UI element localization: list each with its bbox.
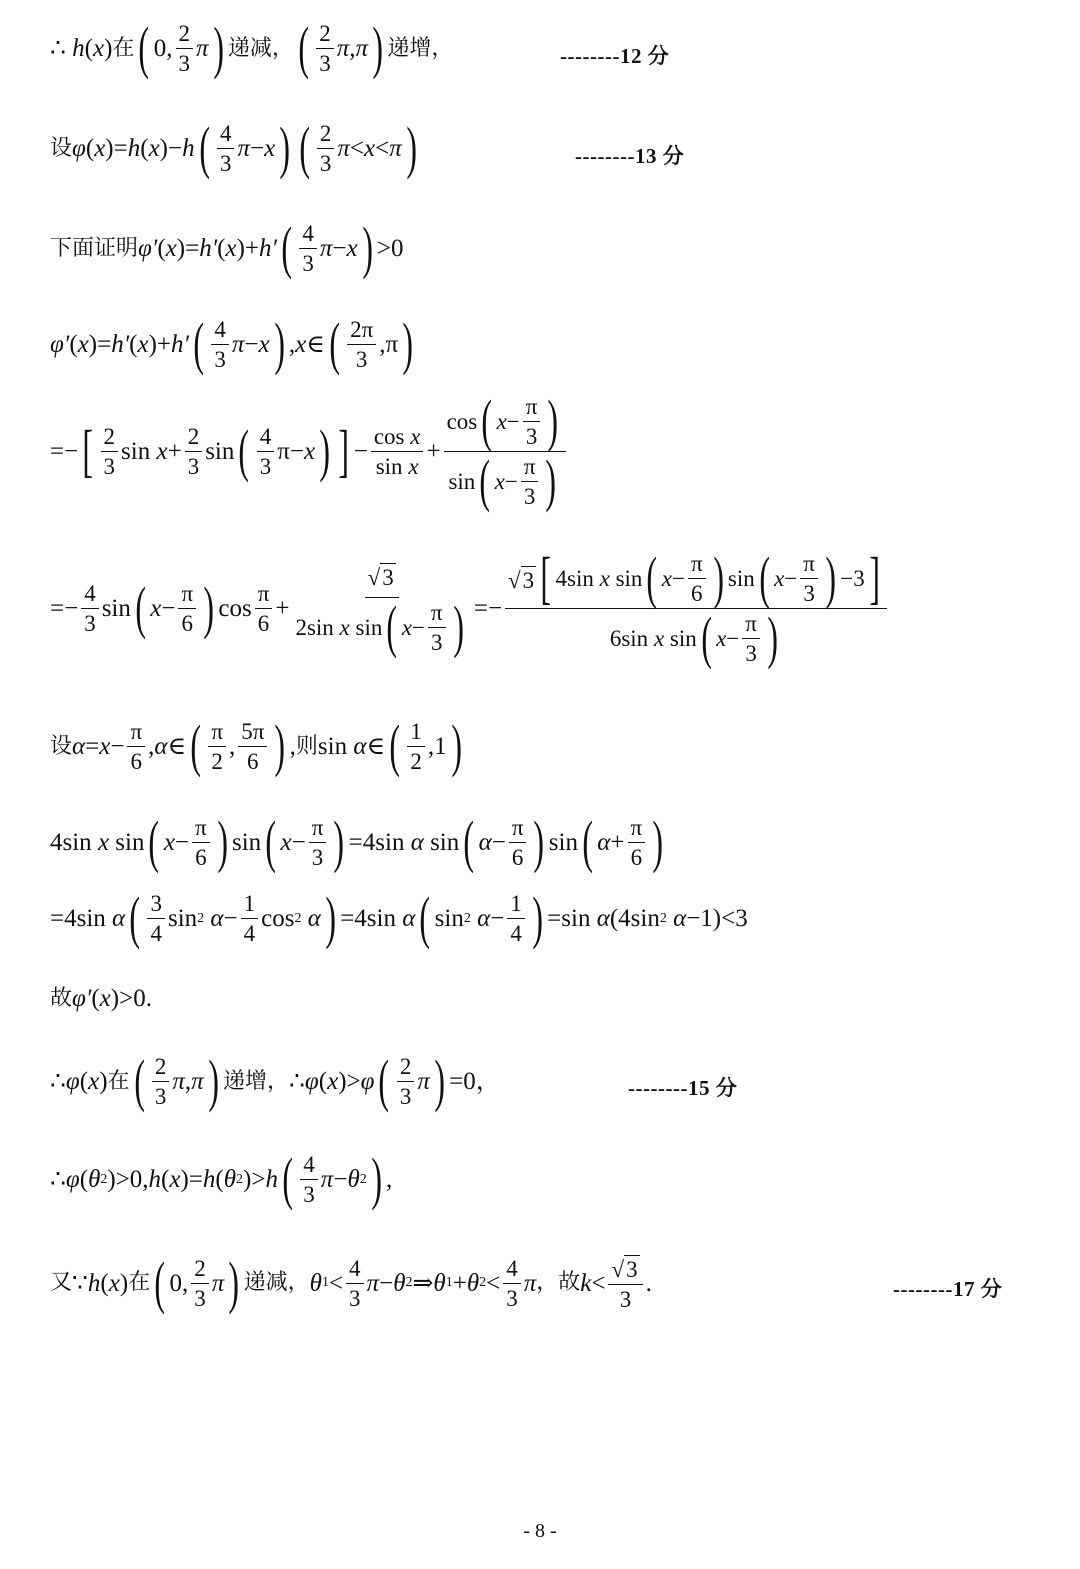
line-phi-theta2: ∴ φ ( θ 2 )>0, h ( x )= h ( θ 2 )> h ( $\frac{4}{3}$ π − θ 2 ) , — [50, 1146, 393, 1212]
line-15-phi-increasing: ∴ φ ( x ) 在 ( $\frac{2}{3}$ π , π ) 递增， ∴ φ ( x )> φ ( $\frac{2}{3}$ π ) =0， — [50, 1048, 501, 1114]
line-derivative: φ′ ( x )= h′ ( x )+ h′ ( $\frac{4}{3}$ π − x ) , x ∈ ( $\frac{2\pi}{3}$ ,π ) — [50, 311, 414, 377]
line-expansion-2: =− $\frac{4}{3}$ sin ( x − $\frac{\pi}{6}$ ) cos $\frac{\pi}{6}$ + √ 3 2sin x sin ( x − $\frac{\pi}{3}$ ) =− √ 3 [ 4sin x sin ( x − $\frac{\pi}{6}$ ) sin ( x − $\frac{\pi}{3}$ ) −3 ] 6sin x sin ( x − $\frac{\pi}{3}$ ) — [50, 552, 890, 665]
text-gu: 故 — [50, 985, 73, 1011]
line-product-2: =4sin α ( $\frac{3}{4}$ sin 2 α − $\frac{1}{4}$ cos 2 α ) =4sin α ( sin 2 α − $\frac{1}{4}$ ) =sin α (4sin 2 α −1)<3 — [50, 885, 748, 951]
text-she: 设 — [50, 135, 73, 161]
line-17-final: 又 ∵ h ( x ) 在 ( 0, $\frac{2}{3}$ π ) 递减， θ 1 < $\frac{4}{3}$ π − θ 2 ⇒ θ 1 + θ 2 < $\frac{4}{3}$ π ，故 k < √ 3 3 . — [50, 1249, 652, 1315]
text-increasing: 递增， — [387, 35, 454, 61]
text-ze: 则 — [295, 733, 318, 759]
line-expansion-1: =− [ $\frac{2}{3}$ sin x + $\frac{2}{3}$ sin ( $\frac{4}{3}$ π− x ) ] − cos x sin x + cos ( x − $\frac{\pi}{3}$ ) sin ( x − $\frac{\pi}{3}$ ) — [50, 395, 569, 508]
text-zai: 在 — [112, 35, 135, 61]
line-product-1: 4sin x sin ( x − $\frac{\pi}{6}$ ) sin ( x − $\frac{\pi}{3}$ ) =4sin α sin ( α − $\frac{\pi}{6}$ ) sin ( α + $\frac{\pi}{6}$ ) — [50, 809, 664, 875]
text-you: 又 — [50, 1270, 73, 1295]
line-conclusion-positive: 故 φ′ ( x )>0. — [50, 985, 152, 1012]
score-17: --------17 分 — [893, 1277, 1003, 1301]
line-prove-statement: 下面证明 φ′ ( x )= h′ ( x )+ h′ ( $\frac{4}{3}$ π − x ) >0 — [50, 215, 404, 281]
line-substitute-alpha: 设 α = x − $\frac{\pi}{6}$ , α ∈ ( $\frac{\pi}{2}$ , $\frac{5\pi}{6}$ ) , 则 sin α ∈ ( $\frac{1}{2}$ ,1 ) — [50, 713, 462, 779]
score-15: --------15 分 — [628, 1076, 738, 1100]
text-therefore-k: ，故 — [536, 1270, 581, 1295]
text-prove-below: 下面证明 — [50, 235, 139, 261]
text-zai-3: 在 — [128, 1270, 151, 1295]
text-increasing-2: 递增， — [223, 1068, 290, 1094]
text-decreasing: 递减， — [227, 35, 294, 61]
page-number: - 8 - — [523, 1520, 557, 1542]
text-decreasing-2: 递减， — [243, 1270, 310, 1295]
text-she-2: 设 — [50, 733, 73, 759]
line-12-monotonic: ∴ h ( x ) 在 ( 0, $\frac{2}{3}$ π ) 递减， ( $\frac{2}{3}$ π , π ) 递增， — [50, 15, 454, 81]
score-12: --------12 分 — [560, 44, 670, 68]
text-zai-2: 在 — [107, 1068, 130, 1094]
score-13: --------13 分 — [575, 144, 685, 168]
line-13-define-phi: 设 φ ( x )= h ( x )− h ( $\frac{4}{3}$ π − x ) ( $\frac{2}{3}$ π < x < π ) — [50, 115, 417, 181]
